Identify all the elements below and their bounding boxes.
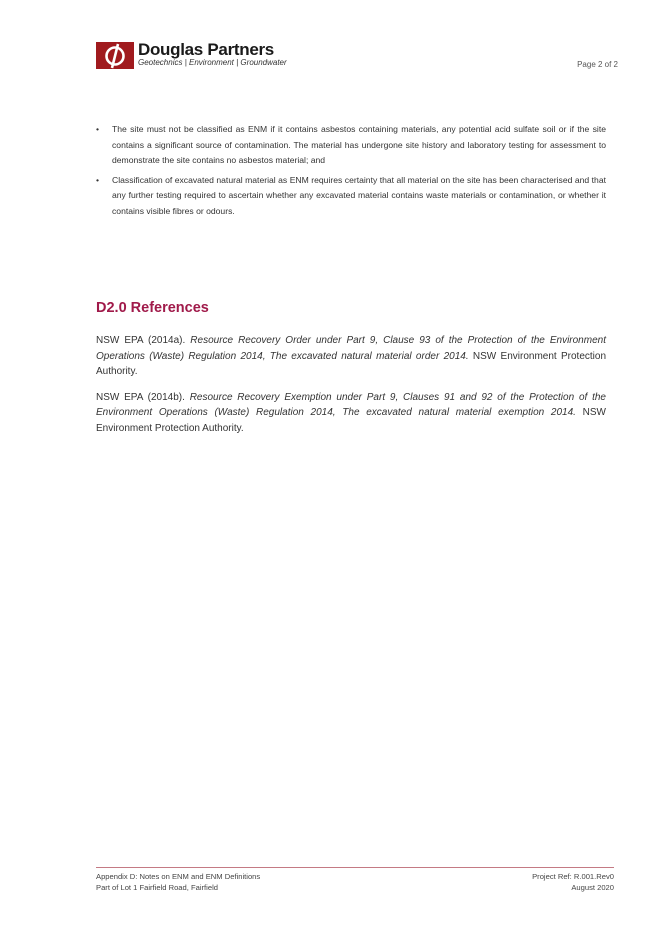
reference-author: NSW EPA (2014b).	[96, 391, 190, 403]
footer-divider	[96, 867, 614, 868]
reference-item	[96, 333, 606, 380]
body-content	[96, 122, 606, 223]
reference-title: Resource Recovery Exemption under Part 9, Clauses 91 and 92 of the Protection of the Environment Operations (Waste) Regulation 2014, The excavated natural material exemption 2014.	[96, 391, 606, 418]
reference-publisher: NSW Environment Protection Authority.	[96, 407, 606, 434]
section-heading: D2.0 References	[96, 300, 209, 316]
footer-date: August 2020	[571, 883, 614, 892]
bullet-text: Classification of excavated natural material as ENM requires certainty that all material on the site has been characterised and that any further testing required to ascertain whether any excavated material contains waste materials or contamination, or whether it contains visible fibres or odours.	[112, 174, 606, 216]
reference-list	[96, 333, 606, 446]
footer-document-title: Appendix D: Notes on ENM and ENM Definitions	[96, 872, 261, 881]
bullet-icon: •	[96, 124, 100, 134]
bullet-item	[96, 173, 606, 220]
footer-site-address: Part of Lot 1 Fairfield Road, Fairfield	[96, 883, 218, 892]
reference-publisher: NSW Environment Protection Authority.	[96, 350, 607, 377]
bullet-icon: •	[96, 174, 100, 185]
footer-right	[532, 871, 614, 893]
douglas-partners-logo-icon	[96, 42, 134, 69]
reference-author: NSW EPA (2014a).	[96, 335, 191, 346]
page-number: Page 2 of 2	[577, 60, 618, 69]
company-name: Douglas Partners	[138, 40, 274, 59]
bullet-text: The site must not be classified as ENM if it contains asbestos containing materials, any potential acid sulfate soil or if the site contains a significant source of contamination. The material has undergone site history and laboratory testing for assessment to demonstrate the site contains no asbestos material; and	[112, 124, 606, 165]
bullet-item	[96, 122, 606, 169]
page-header	[96, 42, 626, 72]
footer-project-ref: Project Ref: R.001.Rev0	[532, 872, 614, 881]
reference-title: Resource Recovery Order under Part 9, Clause 93 of the Protection of the Environment Operations (Waste) Regulation 2014, The excavated natural material order 2014.	[96, 335, 606, 362]
bullet-list	[96, 122, 606, 219]
footer-left	[96, 871, 260, 893]
company-tagline: Geotechnics | Environment | Groundwater	[138, 58, 287, 67]
reference-item	[96, 390, 606, 437]
